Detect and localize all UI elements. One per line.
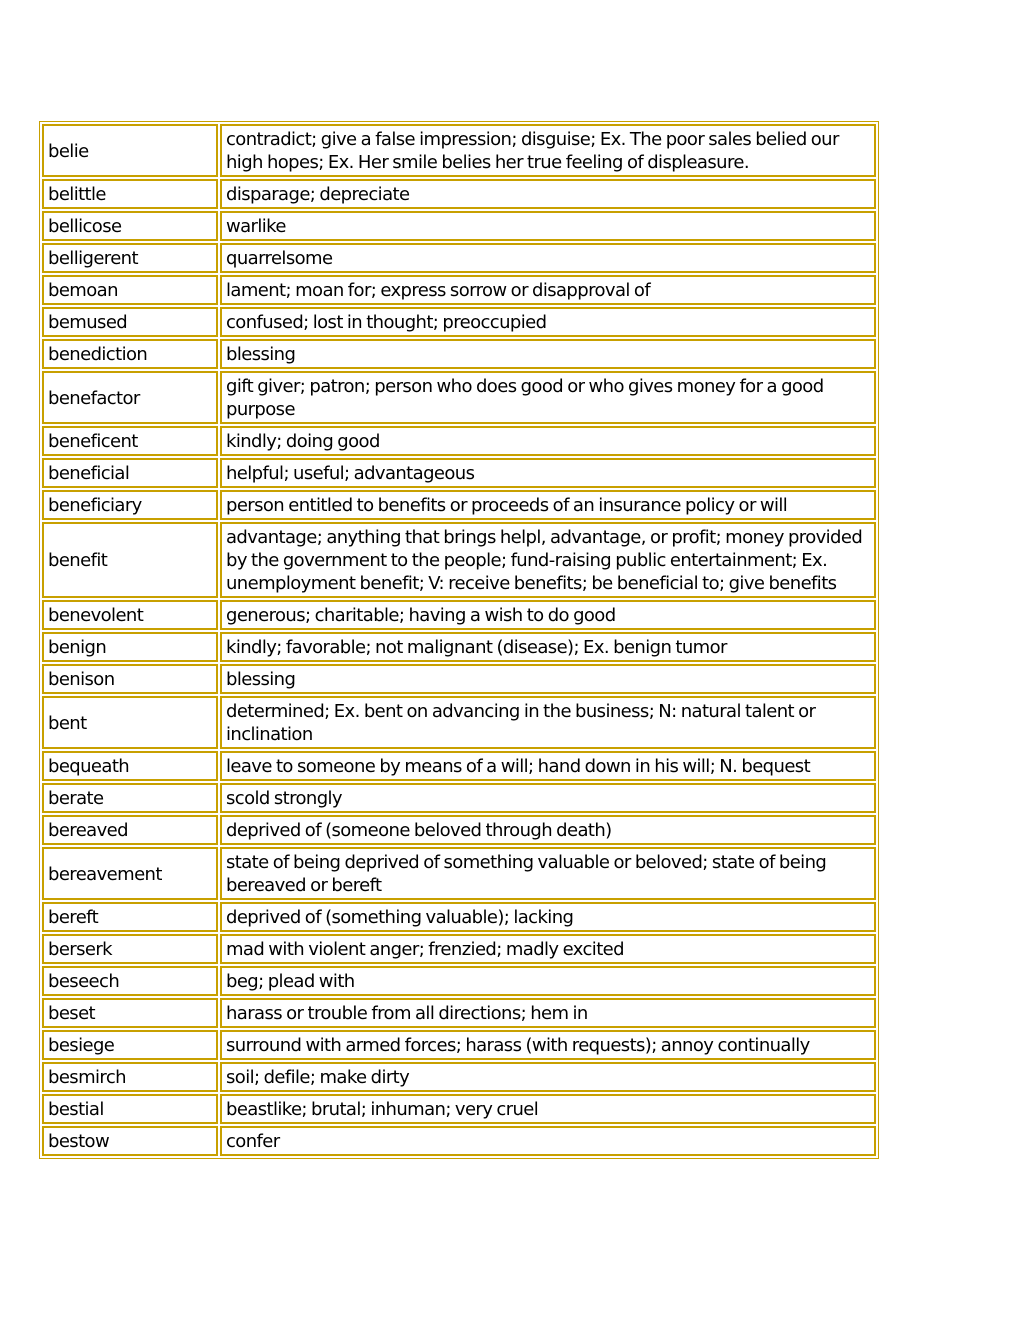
definition-cell: helpful; useful; advantageous xyxy=(220,458,876,488)
definition-cell: harass or trouble from all directions; hem in xyxy=(220,998,876,1028)
word-cell: benediction xyxy=(42,339,218,369)
word-cell: belligerent xyxy=(42,243,218,273)
definition-cell: determined; Ex. bent on advancing in the business; N: natural talent or inclination xyxy=(220,696,876,749)
vocabulary-table-body xyxy=(42,124,876,1156)
word-cell: bent xyxy=(42,696,218,749)
table-row xyxy=(42,275,876,305)
table-row xyxy=(42,966,876,996)
table-row xyxy=(42,847,876,900)
table-row xyxy=(42,934,876,964)
table-row xyxy=(42,998,876,1028)
definition-cell: gift giver; patron; person who does good or who gives money for a good purpose xyxy=(220,371,876,424)
word-cell: bestial xyxy=(42,1094,218,1124)
definition-cell: blessing xyxy=(220,339,876,369)
definition-cell: generous; charitable; having a wish to do good xyxy=(220,600,876,630)
word-cell: benefit xyxy=(42,522,218,598)
table-row xyxy=(42,490,876,520)
table-row xyxy=(42,696,876,749)
definition-cell: scold strongly xyxy=(220,783,876,813)
definition-cell: confused; lost in thought; preoccupied xyxy=(220,307,876,337)
table-row xyxy=(42,124,876,177)
definition-cell: disparage; depreciate xyxy=(220,179,876,209)
table-row xyxy=(42,339,876,369)
table-row xyxy=(42,307,876,337)
table-row xyxy=(42,211,876,241)
definition-cell: lament; moan for; express sorrow or disapproval of xyxy=(220,275,876,305)
word-cell: beseech xyxy=(42,966,218,996)
table-row xyxy=(42,783,876,813)
word-cell: bereft xyxy=(42,902,218,932)
word-cell: benison xyxy=(42,664,218,694)
table-row xyxy=(42,371,876,424)
word-cell: bestow xyxy=(42,1126,218,1156)
vocabulary-table xyxy=(39,121,879,1159)
word-cell: benign xyxy=(42,632,218,662)
definition-cell: contradict; give a false impression; disguise; Ex. The poor sales belied our high hopes; Ex. Her smile belies her true feeling of displeasure. xyxy=(220,124,876,177)
word-cell: belie xyxy=(42,124,218,177)
definition-cell: confer xyxy=(220,1126,876,1156)
word-cell: benefactor xyxy=(42,371,218,424)
definition-cell: leave to someone by means of a will; hand down in his will; N. bequest xyxy=(220,751,876,781)
definition-cell: soil; defile; make dirty xyxy=(220,1062,876,1092)
table-row xyxy=(42,243,876,273)
table-row xyxy=(42,1030,876,1060)
word-cell: bereaved xyxy=(42,815,218,845)
definition-cell: kindly; favorable; not malignant (disease); Ex. benign tumor xyxy=(220,632,876,662)
table-row xyxy=(42,632,876,662)
definition-cell: person entitled to benefits or proceeds of an insurance policy or will xyxy=(220,490,876,520)
table-row xyxy=(42,1094,876,1124)
table-row xyxy=(42,426,876,456)
word-cell: beneficiary xyxy=(42,490,218,520)
table-row xyxy=(42,522,876,598)
word-cell: bemused xyxy=(42,307,218,337)
definition-cell: deprived of (someone beloved through death) xyxy=(220,815,876,845)
word-cell: besmirch xyxy=(42,1062,218,1092)
definition-cell: advantage; anything that brings helpl, advantage, or profit; money provided by the government to the people; fund-raising public entertainment; Ex. unemployment benefit; V: receive benefits; be beneficial to; give benefits xyxy=(220,522,876,598)
table-row xyxy=(42,179,876,209)
word-cell: besiege xyxy=(42,1030,218,1060)
table-row xyxy=(42,600,876,630)
table-row xyxy=(42,751,876,781)
word-cell: belittle xyxy=(42,179,218,209)
word-cell: benevolent xyxy=(42,600,218,630)
table-row xyxy=(42,1126,876,1156)
definition-cell: deprived of (something valuable); lacking xyxy=(220,902,876,932)
word-cell: bereavement xyxy=(42,847,218,900)
definition-cell: kindly; doing good xyxy=(220,426,876,456)
word-cell: bequeath xyxy=(42,751,218,781)
definition-cell: quarrelsome xyxy=(220,243,876,273)
definition-cell: surround with armed forces; harass (with requests); annoy continually xyxy=(220,1030,876,1060)
word-cell: berserk xyxy=(42,934,218,964)
table-row xyxy=(42,902,876,932)
word-cell: beneficent xyxy=(42,426,218,456)
word-cell: beneficial xyxy=(42,458,218,488)
word-cell: berate xyxy=(42,783,218,813)
word-cell: bemoan xyxy=(42,275,218,305)
word-cell: bellicose xyxy=(42,211,218,241)
word-cell: beset xyxy=(42,998,218,1028)
table-row xyxy=(42,1062,876,1092)
definition-cell: blessing xyxy=(220,664,876,694)
table-row xyxy=(42,815,876,845)
definition-cell: mad with violent anger; frenzied; madly excited xyxy=(220,934,876,964)
definition-cell: warlike xyxy=(220,211,876,241)
table-row xyxy=(42,664,876,694)
table-row xyxy=(42,458,876,488)
definition-cell: state of being deprived of something valuable or beloved; state of being bereaved or bereft xyxy=(220,847,876,900)
definition-cell: beg; plead with xyxy=(220,966,876,996)
definition-cell: beastlike; brutal; inhuman; very cruel xyxy=(220,1094,876,1124)
